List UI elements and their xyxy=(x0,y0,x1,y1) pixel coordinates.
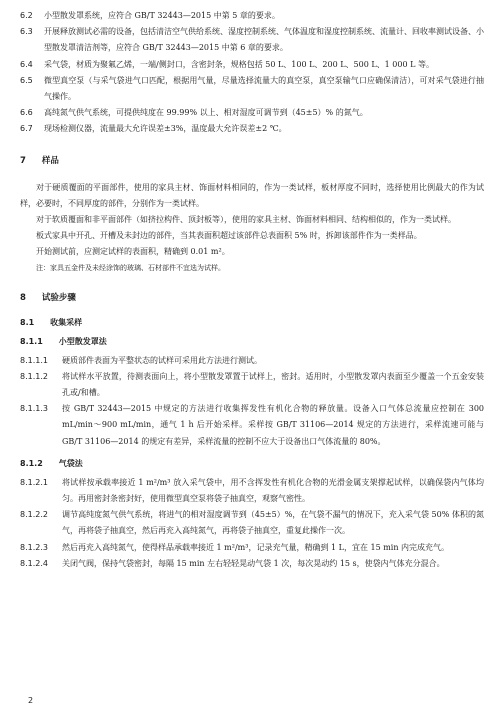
clause-text: 高纯氮气供气系统，可提供纯度在 99.99% 以上、相对湿度可调节到（45±5）% 的氮气。 xyxy=(44,108,368,118)
section-6-clauses xyxy=(20,8,484,138)
clause xyxy=(20,540,484,556)
clause-text: 关闭气阀，保持气袋密封，每隔 15 min 左右轻轻晃动气袋 1 次，每次晃动约 15 s，使袋内气体充分混合。 xyxy=(62,558,445,568)
clause xyxy=(20,556,484,572)
document-page xyxy=(20,8,484,572)
section-number: 8 xyxy=(20,292,26,303)
clause-text: 微型真空泵（与采气袋进气口匹配，根据用气量，尽量选择流量大的真空泵，真空泵输气口应确保清洁），可对采气袋进行抽气操作。 xyxy=(44,75,484,102)
note: 注：家具五金件及未经涂饰的玻璃、石材部件不宜选为试样。 xyxy=(36,263,225,272)
clause-number: 8.1.1.2 xyxy=(20,371,48,381)
subsection-8-1-1-clauses xyxy=(20,353,484,450)
clause-text: 小型散发罩系统，应符合 GB/T 32443—2015 中第 5 章的要求。 xyxy=(44,11,280,20)
subsection-number: 8.1 xyxy=(20,317,35,327)
clause xyxy=(20,73,484,105)
clause-text: 将试样按承载率接近 1 m²/m³ 放入采气袋中，用不含挥发性有机化合物的光滑金属支架撑起试样，以确保袋内气体均匀。再用密封条密封好，使用微型真空泵将袋子抽真空，观察气密性。 xyxy=(62,477,484,504)
clause-number: 6.3 xyxy=(20,27,33,37)
clause-number: 8.1.2.2 xyxy=(20,510,48,520)
clause-text: 开展释放测试必需的设备，包括清洁空气供给系统、湿度控制系统、气体温度和湿度控制系统、流量计、回收率测试设备、小型散发罩清洁剂等，应符合 GB/T 32443—2015 中第 6 章的要求。 xyxy=(44,27,484,53)
clause xyxy=(20,8,484,24)
clause-text: 然后再充入高纯氮气，使得样品承载率接近 1 m²/m³，记录充气量，精确到 1 L，宜在 15 min 内完成充气。 xyxy=(62,542,450,552)
page-number: 2 xyxy=(28,696,34,705)
clause-number: 6.6 xyxy=(20,108,33,118)
clause xyxy=(20,105,484,121)
clause-text: 现场检测仪器，流量最大允许误差±3%，温度最大允许误差±2 ℃。 xyxy=(44,124,287,134)
clause xyxy=(20,507,484,539)
clause xyxy=(20,401,484,450)
subsection-8-1-1-heading xyxy=(20,336,484,347)
clause xyxy=(20,57,484,73)
clause-text: 将试样水平放置，待测表面向上，将小型散发罩置于试样上，密封。适用时，小型散发罩内表面至少覆盖一个五金安装孔或/和槽。 xyxy=(62,371,484,398)
subsection-number: 8.1.1 xyxy=(20,336,43,346)
paragraph: 对于软质覆面和非平面部件（如挤拉构件、顶封板等），使用的家具主材、饰面材料相同、结构相似的，作为一类试样。 xyxy=(36,215,456,225)
paragraph: 开始测试前，应测定试样的表面积，精确到 0.01 m²。 xyxy=(36,247,230,257)
section-8-heading xyxy=(20,291,484,303)
subsection-title: 收集采样 xyxy=(50,317,83,327)
clause-number: 6.7 xyxy=(20,124,33,134)
paragraph: 对于硬质覆面的平面部件，使用的家具主材、饰面材料相同的，作为一类试样，板材厚度不同时，选择使用比例最大的作为试样，必要时，不同厚度的部件，分别作为一类试样。 xyxy=(20,182,484,208)
subsection-8-1-2-heading xyxy=(20,458,484,469)
clause-number: 8.1.2.4 xyxy=(20,558,48,568)
section-title: 试验步骤 xyxy=(41,292,76,303)
clause xyxy=(20,369,484,401)
section-number: 7 xyxy=(20,155,26,166)
subsection-8-1-2-clauses xyxy=(20,475,484,572)
clause-number: 8.1.2.3 xyxy=(20,542,48,552)
clause-text: 采气袋，材质为聚氟乙烯，一端/侧封口，含密封条，规格包括 50 L、100 L、200 L、500 L、1 000 L 等。 xyxy=(44,59,434,69)
clause-text: 硬质部件表面为平整状态的试样可采用此方法进行测试。 xyxy=(62,355,262,365)
clause-number: 8.1.2.1 xyxy=(20,477,48,487)
clause-text: 调节高纯度氮气供气系统，将进气的相对湿度调节到（45±5）%，在气袋不漏气的情况下，充入采气袋 50% 体积的氮气，再将袋子抽真空，然后再充入高纯氮气，再将袋子抽真空，重复此操作一次。 xyxy=(62,510,484,536)
subsection-title: 小型散发罩法 xyxy=(58,336,107,346)
subsection-8-1-heading xyxy=(20,317,484,328)
clause-text: 按 GB/T 32443—2015 中规定的方法进行收集挥发性有机化合物的释放量。设备入口气体总流量应控制在 300 mL/min～900 mL/min，通气 1 h 后开始采样。采样按 GB/T 31106—2014 规定的方法进行，采样流速可能与 GB/T 31106—2014 的规定有差异，采样流量的控制不应大于设备出口气体流量的 80%。 xyxy=(62,404,484,446)
subsection-title: 气袋法 xyxy=(58,458,83,468)
clause-number: 6.2 xyxy=(20,11,33,20)
clause xyxy=(20,353,484,369)
clause xyxy=(20,121,484,137)
clause-number: 8.1.1.1 xyxy=(20,355,48,365)
paragraph: 板式家具中开孔、开槽及未封边的部件，当其表面积超过该部件总表面积 5% 时，拆卸该部件作为一类样品。 xyxy=(36,231,422,241)
clause-number: 8.1.1.3 xyxy=(20,404,48,414)
clause xyxy=(20,475,484,507)
subsection-number: 8.1.2 xyxy=(20,458,43,468)
section-title: 样品 xyxy=(41,155,59,166)
clause xyxy=(20,24,484,56)
clause-number: 6.4 xyxy=(20,59,33,69)
clause-number: 6.5 xyxy=(20,75,33,85)
section-7-heading xyxy=(20,154,484,166)
